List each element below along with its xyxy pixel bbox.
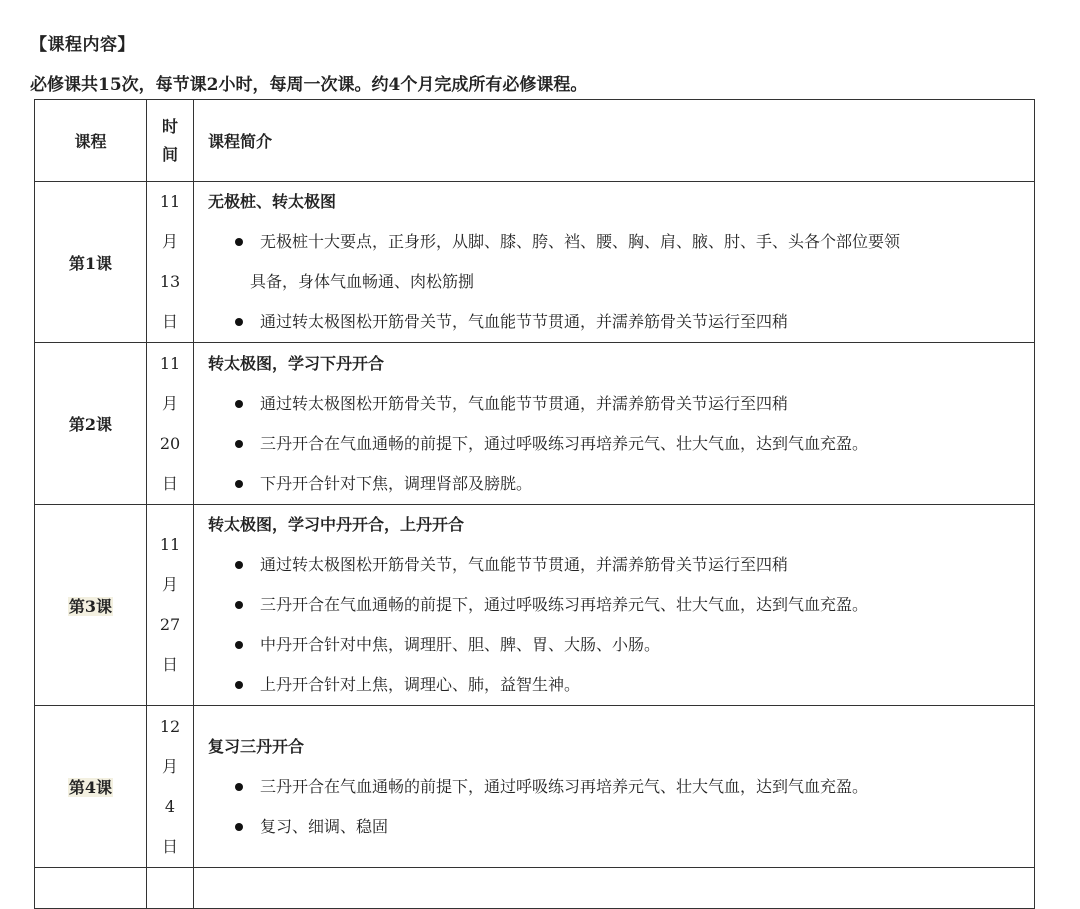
- list-item: 复习、细调、稳固: [208, 807, 1034, 847]
- lesson-title: 转太极图，学习中丹开合，上丹开合: [208, 515, 465, 534]
- section-heading: 【课程内容】: [30, 35, 135, 55]
- table-row: [35, 505, 1035, 706]
- bullet-list: [208, 384, 1034, 504]
- list-item: 通过转太极图松开筋骨关节，气血能节节贯通，并濡养筋骨关节运行至四稍: [208, 545, 1034, 585]
- lesson-name: 第1课: [35, 182, 147, 343]
- table-row: [35, 343, 1035, 505]
- header-course: 课程: [35, 100, 147, 182]
- lesson-date: 11 月 20 日: [147, 343, 194, 505]
- lesson-desc: [194, 706, 1035, 868]
- lesson-desc: [194, 505, 1035, 706]
- table-row: [35, 182, 1035, 343]
- intro-text: 必修课共15次，每节课2小时，每周一次课。约4个月完成所有必修课程。: [30, 75, 588, 95]
- list-item-continuation: 具备，身体气血畅通、肉松筋捌: [250, 272, 475, 291]
- lesson-desc: [194, 343, 1035, 505]
- table-header-row: [35, 100, 1035, 182]
- lesson-title: 复习三丹开合: [208, 736, 305, 756]
- list-item: 通过转太极图松开筋骨关节，气血能节节贯通，并濡养筋骨关节运行至四稍: [208, 302, 1034, 342]
- empty-cell: [35, 868, 147, 909]
- lesson-name: 第3课: [35, 505, 147, 706]
- list-item: 下丹开合针对下焦，调理肾部及膀胱。: [208, 464, 1034, 504]
- lesson-date: 12 月 4 日: [147, 706, 194, 868]
- lesson-title: 无极桩、转太极图: [208, 192, 337, 211]
- lesson-name: 第2课: [35, 343, 147, 505]
- list-item: 通过转太极图松开筋骨关节，气血能节节贯通，并濡养筋骨关节运行至四稍: [208, 384, 1034, 424]
- header-time: [147, 100, 194, 182]
- lesson-title: 转太极图，学习下丹开合: [208, 353, 385, 373]
- header-time-char: 间: [161, 144, 178, 164]
- header-desc: 课程简介: [194, 100, 1035, 182]
- list-item: 三丹开合在气血通畅的前提下，通过呼吸练习再培养元气、壮大气血，达到气血充盈。: [208, 424, 1034, 464]
- empty-cell: [194, 868, 1035, 909]
- bullet-list: [208, 767, 1034, 847]
- course-table: [34, 99, 1035, 909]
- list-item: 三丹开合在气血通畅的前提下，通过呼吸练习再培养元气、壮大气血，达到气血充盈。: [208, 767, 1034, 807]
- list-item: 三丹开合在气血通畅的前提下，通过呼吸练习再培养元气、壮大气血，达到气血充盈。: [208, 585, 1034, 625]
- lesson-date: 11 月 13 日: [147, 182, 194, 343]
- lesson-name: 第4课: [35, 706, 147, 868]
- table-row-partial: [35, 868, 1035, 909]
- list-item: 无极桩十大要点，正身形，从脚、膝、胯、裆、腰、胸、肩、腋、肘、手、头各个部位要领: [208, 222, 1034, 262]
- bullet-list: [208, 222, 1034, 342]
- lesson-desc: [194, 182, 1035, 343]
- list-item: 上丹开合针对上焦，调理心、肺，益智生神。: [208, 665, 1034, 705]
- header-time-char: 时: [161, 116, 178, 136]
- list-item: 中丹开合针对中焦，调理肝、胆、脾、胃、大肠、小肠。: [208, 625, 1034, 665]
- empty-cell: [147, 868, 194, 909]
- lesson-date: 11 月 27 日: [147, 505, 194, 706]
- table-row: [35, 706, 1035, 868]
- bullet-list: [208, 545, 1034, 705]
